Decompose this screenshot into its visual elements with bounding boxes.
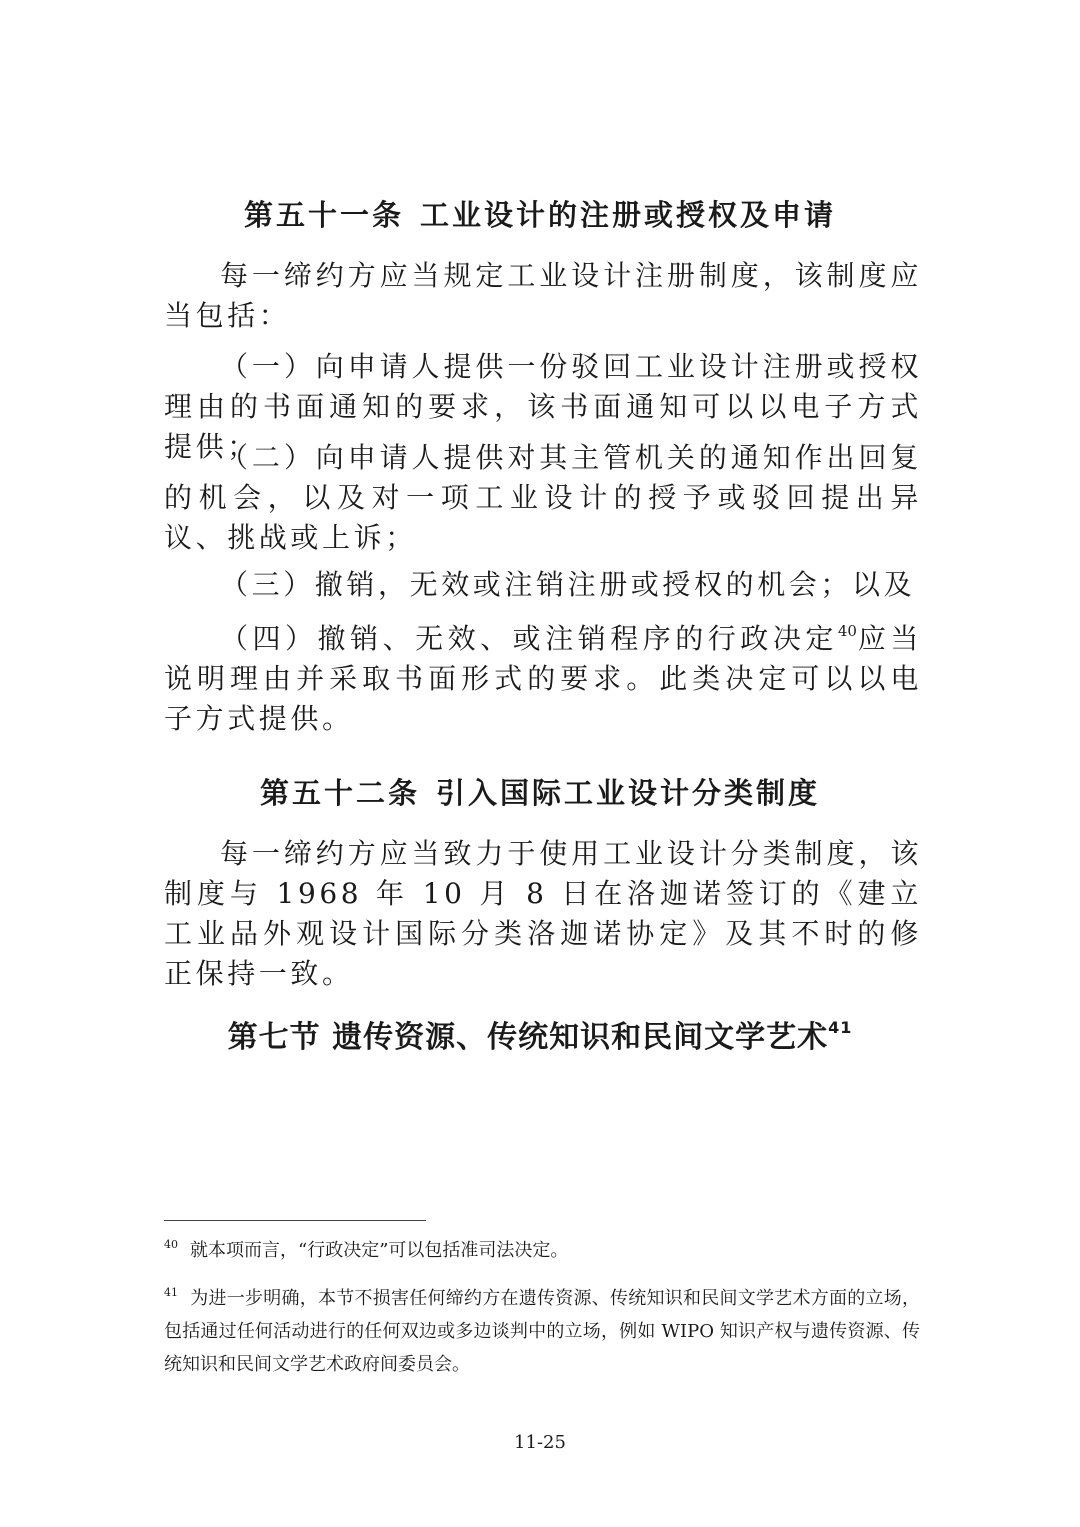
section-7-title: 第七节 遗传资源、传统知识和民间文学艺术	[227, 1020, 829, 1055]
article-51-item-4-text-b: 应当说明理由并采取书面形式的要求。此类决定可以以电子方式提供。	[164, 622, 923, 735]
article-51-item-2: （二）向申请人提供对其主管机关的通知作出回复的机会，以及对一项工业设计的授予或驳回提出异议、挑战或上诉；	[164, 441, 922, 554]
section-7-heading	[160, 1012, 920, 1056]
article-51-item-1: （一）向申请人提供一份驳回工业设计注册或授权理由的书面通知的要求，该书面通知可以以电子方式提供；	[164, 350, 922, 463]
footnote-divider	[164, 1220, 426, 1221]
footnote-ref-41[interactable]: 41	[828, 1018, 853, 1037]
article-51-intro: 每一缔约方应当规定工业设计注册制度，该制度应当包括：	[164, 259, 922, 332]
article-52-body: 每一缔约方应当致力于使用工业设计分类制度，该制度与 1968 年 10 月 8 日在洛迦诺签订的《建立工业品外观设计国际分类洛迦诺协定》及其不时的修正保持一致。	[164, 837, 922, 990]
article-51-number: 第五十一条	[243, 198, 404, 232]
footnote-40-mark: 40	[164, 1238, 178, 1251]
footnote-40-text: 就本项而言，“行政决定”可以包括准司法决定。	[190, 1240, 569, 1261]
article-51-item-4	[164, 619, 922, 739]
footnote-41	[164, 1282, 920, 1381]
article-51-item-3: （三）撤销，无效或注销注册或授权的机会；以及	[220, 568, 916, 601]
article-51-title: 工业设计的注册或授权及申请	[420, 198, 837, 232]
article-51-heading	[160, 193, 920, 234]
article-52-title: 引入国际工业设计分类制度	[436, 776, 821, 810]
footnote-41-mark: 41	[164, 1286, 178, 1299]
article-52-heading	[160, 771, 920, 812]
page-number: 11-25	[514, 1432, 566, 1453]
article-52-number: 第五十二条	[259, 776, 420, 810]
footnote-ref-40[interactable]: 40	[837, 622, 857, 640]
footnote-40	[164, 1234, 920, 1267]
footnote-41-text: 为进一步明确，本节不损害任何缔约方在遗传资源、传统知识和民间文学艺术方面的立场，包括通过任何活动进行的任何双边或多边谈判中的立场，例如 WIPO 知识产权与遗传资源、传统知识和民间文学艺术政府间委员会。	[164, 1288, 920, 1375]
article-51-item-4-text-a: （四）撤销、无效、或注销程序的行政决定	[220, 622, 838, 655]
